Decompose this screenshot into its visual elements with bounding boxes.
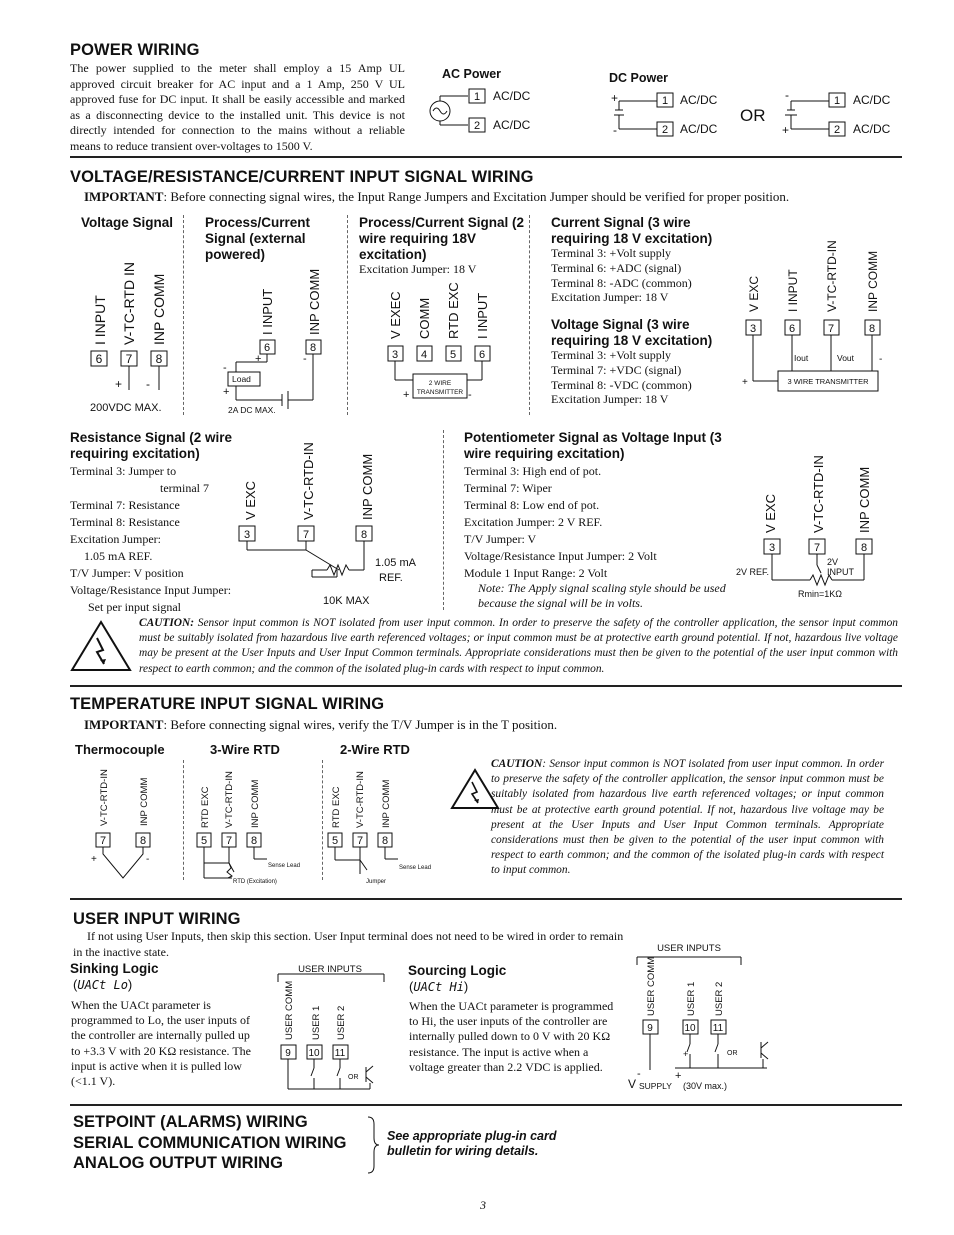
resistance-title: Resistance Signal (2 wire requiring excitation)	[70, 430, 233, 461]
ac-terminal-1: 1	[473, 91, 481, 103]
svg-text:Jumper: Jumper	[366, 879, 387, 885]
current3-title: Current Signal (3 wire requiring 18 V excitation)	[551, 215, 713, 246]
rtd2-diagram	[323, 760, 453, 890]
svg-text:10: 10	[684, 1023, 696, 1034]
svg-text:USER COMM: USER COMM	[646, 956, 657, 1016]
svg-text:COMM: COMM	[417, 297, 432, 339]
caution-text-1: CAUTION: Sensor input common is NOT isolated from user input common. In order to preserve the safety of the controller application, the sensor input common must be suitably isolated from hazardous live earth referenced voltages; or input common must be at protective earth ground potential. If not, hazardous live voltage may be present at the User Inputs and User Input Common terminals. Appropriate considerations must then be given to the potential of the user input common with respect to earth common; and the common of the isolated plug-in cards with respect to input common.	[139, 617, 898, 675]
svg-text:AC/DC: AC/DC	[853, 122, 891, 136]
svg-text:-: -	[468, 389, 472, 401]
voltage3-lines: Terminal 3: +Volt supply Terminal 7: +VDC (signal) Terminal 8: -VDC (common) Excitation Jumper: 18 V	[551, 348, 692, 407]
process-ext-title: Process/Current Signal (external powered)	[205, 215, 311, 262]
svg-text:5: 5	[449, 349, 457, 361]
sourcing-diagram	[625, 940, 775, 1100]
svg-text:USER 1: USER 1	[311, 1005, 322, 1040]
svg-text:V-TC-RTD-IN: V-TC-RTD-IN	[355, 771, 366, 828]
svg-text:+: +	[675, 1070, 682, 1082]
ac-power-title: AC Power	[442, 67, 502, 81]
svg-text:7: 7	[356, 835, 364, 847]
page-number: 3	[480, 1198, 486, 1212]
svg-text:7: 7	[827, 323, 835, 335]
user-input-intro: If not using User Inputs, then skip this section. User Input terminal does not need to be wired in order to remain in the inactive state.	[73, 929, 624, 959]
resistance-diagram	[230, 440, 430, 610]
rtd3-diagram	[192, 760, 322, 890]
svg-text:6: 6	[478, 349, 486, 361]
pot-lines: Terminal 3: High end of pot. Terminal 7: Wiper Terminal 8: Low end of pot. Excitation Jumper: 2 V REF. T/V Jumper: V Voltage/Resistance Input Jumper: 2 Volt Module 1 Input Range: 2 Volt	[464, 464, 657, 580]
svg-text:10K MAX: 10K MAX	[323, 595, 370, 607]
svg-text:5: 5	[331, 835, 339, 847]
svg-text:V EXC: V EXC	[243, 480, 258, 520]
current3-lines: Terminal 3: +Volt supply Terminal 6: +ADC (signal) Terminal 8: -ADC (common) Excitation Jumper: 18 V	[551, 246, 692, 305]
xmtr3-diagram	[740, 240, 900, 400]
svg-text:V-TC-RTD-IN: V-TC-RTD-IN	[825, 240, 839, 312]
thermocouple-title: Thermocouple	[75, 742, 165, 757]
svg-text:2: 2	[661, 124, 669, 136]
svg-text:+: +	[255, 353, 262, 365]
resistance-lines: Terminal 3: Jumper to terminal 7 Terminal 7: Resistance Terminal 8: Resistance Excitation Jumper: 1.05 mA REF. T/V Jumper: V position Voltage/Resistance Input Jumper: Set per input signal	[70, 464, 232, 614]
voltage-max: 200VDC MAX.	[90, 402, 162, 414]
svg-text:INP COMM: INP COMM	[866, 250, 880, 312]
section-divider	[70, 156, 902, 158]
svg-text:INP COMM: INP COMM	[250, 779, 261, 828]
svg-text:INP COMM: INP COMM	[381, 779, 392, 828]
svg-text:2 WIRE: 2 WIRE	[428, 380, 452, 387]
svg-text:8: 8	[139, 835, 147, 847]
svg-text:-: -	[637, 1068, 641, 1080]
svg-text:Sense Lead: Sense Lead	[268, 863, 301, 869]
plugin-note: See appropriate plug-in card bulletin for wiring details.	[387, 1129, 557, 1158]
dc-power-title: DC Power	[609, 71, 669, 85]
or-label: OR	[740, 106, 766, 125]
svg-text:7: 7	[302, 529, 310, 541]
svg-text:RTD (Excitation): RTD (Excitation)	[233, 879, 277, 885]
svg-text:V-TC-RTD-IN: V-TC-RTD-IN	[224, 771, 235, 828]
process-2w-title: Process/Current Signal (2 wire requiring 18V excitation)	[359, 215, 525, 262]
svg-text:V EXC: V EXC	[747, 275, 761, 312]
power-wiring-text: The power supplied to the meter shall employ a 15 Amp UL approved circuit breaker for AC input and a 1 Amp, 250 V UL approved fuse for DC input. It shall be easily accessible and marked as a disconnecting device to the installed unit. This device is not directly intended for connection to the mains without a reliable means to reduce transient over-voltages to 1500 V.	[70, 61, 405, 153]
power-wiring-heading: POWER WIRING	[70, 41, 200, 59]
svg-text:INP COMM: INP COMM	[360, 453, 375, 520]
svg-text:+: +	[223, 386, 230, 398]
svg-text:+: +	[683, 1049, 689, 1059]
section-divider	[70, 898, 902, 900]
svg-text:7: 7	[125, 352, 133, 366]
svg-text:7: 7	[99, 835, 107, 847]
svg-text:V-TC-RTD-IN: V-TC-RTD-IN	[811, 455, 826, 533]
process-2w-diagram	[380, 282, 500, 407]
svg-text:I INPUT: I INPUT	[260, 288, 275, 335]
temp-heading: TEMPERATURE INPUT SIGNAL WIRING	[70, 695, 385, 713]
svg-text:3: 3	[243, 529, 251, 541]
sinking-title: Sinking Logic	[70, 961, 159, 976]
svg-text:USER 2: USER 2	[714, 981, 725, 1016]
sinking-text: When the UACt parameter is programmed to Lo, the user inputs of the controller are internally pulled up to +3.3 V with 20 KΩ resistance. The input is active when it is pulled low (<1.1 V).	[71, 998, 251, 1089]
svg-text:6: 6	[263, 342, 271, 354]
svg-text:V-TC-RTD-IN: V-TC-RTD-IN	[99, 769, 110, 826]
svg-text:USER INPUTS: USER INPUTS	[298, 964, 362, 975]
svg-text:I INPUT: I INPUT	[92, 295, 108, 345]
divider	[183, 215, 185, 415]
ac-label-2: AC/DC	[493, 118, 531, 132]
svg-text:INP COMM: INP COMM	[139, 777, 150, 826]
rtd3-title: 3-Wire RTD	[210, 742, 280, 757]
svg-text:+: +	[403, 389, 410, 401]
svg-text:8: 8	[309, 342, 317, 354]
svg-text:INPUT: INPUT	[827, 567, 854, 577]
voltage3-title: Voltage Signal (3 wire requiring 18 V excitation)	[551, 317, 713, 348]
svg-text:AC/DC: AC/DC	[853, 93, 891, 107]
svg-text:-: -	[785, 88, 789, 102]
svg-text:11: 11	[712, 1023, 724, 1034]
thermocouple-diagram	[85, 760, 165, 885]
process-ext-diagram	[220, 260, 340, 420]
svg-text:V: V	[628, 1077, 637, 1091]
svg-text:USER COMM: USER COMM	[284, 980, 295, 1040]
svg-text:TRANSMITTER: TRANSMITTER	[416, 389, 464, 396]
ac-power-diagram	[420, 80, 560, 140]
sourcing-title: Sourcing Logic	[408, 963, 507, 978]
svg-text:RTD EXC: RTD EXC	[446, 282, 461, 339]
pot-title: Potentiometer Signal as Voltage Input (3 wire requiring excitation)	[464, 430, 722, 461]
svg-text:7: 7	[813, 542, 821, 554]
svg-text:AC/DC: AC/DC	[680, 93, 718, 107]
svg-text:2: 2	[833, 124, 841, 136]
dc-plus: +	[611, 91, 619, 105]
divider	[529, 215, 531, 415]
svg-text:Iout: Iout	[794, 353, 809, 363]
svg-text:9: 9	[647, 1023, 653, 1034]
svg-text:I INPUT: I INPUT	[786, 269, 800, 312]
svg-text:1: 1	[661, 95, 669, 107]
svg-text:(30V max.): (30V max.)	[683, 1081, 728, 1091]
pot-diagram	[735, 445, 905, 605]
warning-icon	[70, 620, 132, 672]
svg-text:INP COMM: INP COMM	[151, 273, 167, 345]
svg-text:3 WIRE TRANSMITTER: 3 WIRE TRANSMITTER	[787, 377, 869, 386]
pot-note: Note: The Apply signal scaling style should be used because the signal will be in volts.	[478, 581, 726, 610]
caution-text-2: CAUTION: Sensor input common is NOT isolated from user input common. In order to preserve the safety of the controller application, the sensor input common must be suitably isolated from hazardous live earth referenced voltages; or input common must be at protective earth ground potential. If not, hazardous live voltage may be present at the User Inputs and User Input Common terminals. Appropriate considerations must then be given to the potential of the user input common with respect to earth common; and the common of the isolated plug-in cards with respect to input common.	[491, 758, 884, 877]
sinking-code: (UACt Lo)	[73, 977, 133, 992]
voltage-signal-diagram	[80, 250, 190, 415]
svg-text:2V: 2V	[827, 557, 839, 567]
svg-text:USER 1: USER 1	[686, 981, 697, 1016]
plugin-sections: SETPOINT (ALARMS) WIRING SERIAL COMMUNICATION WIRING ANALOG OUTPUT WIRING	[73, 1113, 347, 1172]
svg-text:3: 3	[768, 542, 776, 554]
svg-text:+: +	[782, 123, 790, 137]
sourcing-text: When the UACt parameter is programmed to Hi, the user inputs of the controller are internally pulled down to 0 V with 20 KΩ resistance. The input is active when a voltage greater than 2.2 VDC is applied.	[409, 999, 614, 1074]
svg-text:Vout: Vout	[837, 353, 855, 363]
svg-text:V EXC: V EXC	[763, 493, 778, 533]
svg-text:8: 8	[381, 835, 389, 847]
dc-power-diagram	[605, 85, 905, 145]
svg-text:-: -	[303, 353, 307, 365]
section-divider	[70, 685, 902, 687]
svg-text:SUPPLY: SUPPLY	[639, 1081, 672, 1091]
svg-text:USER INPUTS: USER INPUTS	[657, 943, 721, 954]
svg-text:OR: OR	[348, 1074, 359, 1081]
svg-text:5: 5	[200, 835, 208, 847]
svg-text:Rmin=1KΩ: Rmin=1KΩ	[798, 589, 842, 599]
voltage-signal-title: Voltage Signal	[81, 215, 174, 230]
process-2w-jumper: Excitation Jumper: 18 V	[359, 262, 477, 276]
svg-text:4: 4	[420, 349, 428, 361]
svg-text:6: 6	[95, 352, 103, 366]
svg-text:V-TC-RTD-IN: V-TC-RTD-IN	[301, 442, 316, 520]
svg-text:-: -	[223, 362, 227, 374]
svg-text:INP COMM: INP COMM	[857, 466, 872, 533]
vri-important: IMPORTANT: Before connecting signal wires, the Input Range Jumpers and Excitation Jumper should be verified for proper position.	[84, 189, 790, 204]
svg-text:-: -	[146, 854, 150, 865]
svg-text:V-TC-RTD IN: V-TC-RTD IN	[121, 262, 137, 345]
sinking-diagram	[270, 960, 400, 1095]
svg-text:+: +	[742, 377, 748, 388]
vri-heading: VOLTAGE/RESISTANCE/CURRENT INPUT SIGNAL WIRING	[70, 168, 534, 186]
svg-text:Load: Load	[232, 374, 251, 384]
svg-text:8: 8	[868, 323, 876, 335]
svg-text:REF.: REF.	[379, 572, 403, 584]
sourcing-code: (UACt Hi)	[409, 979, 469, 994]
dc-minus: -	[613, 123, 617, 137]
svg-text:1: 1	[833, 95, 841, 107]
user-input-heading: USER INPUT WIRING	[73, 910, 241, 928]
section-divider	[70, 1104, 902, 1106]
rtd2-title: 2-Wire RTD	[340, 742, 410, 757]
svg-text:+: +	[115, 377, 123, 391]
svg-text:USER 2: USER 2	[336, 1005, 347, 1040]
svg-text:8: 8	[155, 352, 163, 366]
svg-text:1.05 mA: 1.05 mA	[375, 557, 416, 569]
temp-important: IMPORTANT: Before connecting signal wires, verify the T/V Jumper is in the T position.	[84, 717, 558, 732]
brace	[366, 1116, 380, 1174]
svg-text:Sense Lead: Sense Lead	[399, 865, 432, 871]
svg-text:RTD EXC: RTD EXC	[200, 786, 211, 828]
svg-text:3: 3	[391, 349, 399, 361]
ac-terminal-2: 2	[473, 120, 481, 132]
svg-text:3: 3	[749, 323, 757, 335]
svg-text:I INPUT: I INPUT	[475, 292, 490, 339]
svg-text:6: 6	[788, 323, 796, 335]
svg-text:7: 7	[225, 835, 233, 847]
svg-text:2A DC MAX.: 2A DC MAX.	[228, 405, 276, 415]
svg-text:11: 11	[334, 1048, 346, 1059]
svg-text:9: 9	[285, 1048, 291, 1059]
ac-label-1: AC/DC	[493, 89, 531, 103]
divider	[347, 215, 349, 415]
svg-text:V EXEC: V EXEC	[388, 291, 403, 339]
svg-text:8: 8	[860, 542, 868, 554]
svg-text:8: 8	[360, 529, 368, 541]
svg-text:RTD EXC: RTD EXC	[331, 786, 342, 828]
svg-text:+: +	[91, 854, 97, 865]
svg-text:INP COMM: INP COMM	[307, 268, 322, 335]
svg-text:8: 8	[250, 835, 258, 847]
svg-text:OR: OR	[727, 1050, 738, 1057]
svg-text:-: -	[146, 377, 150, 391]
divider	[183, 760, 185, 880]
svg-text:-: -	[879, 354, 883, 365]
svg-text:10: 10	[308, 1048, 320, 1059]
svg-text:2V REF.: 2V REF.	[736, 567, 770, 577]
divider	[443, 430, 445, 610]
svg-text:AC/DC: AC/DC	[680, 122, 718, 136]
